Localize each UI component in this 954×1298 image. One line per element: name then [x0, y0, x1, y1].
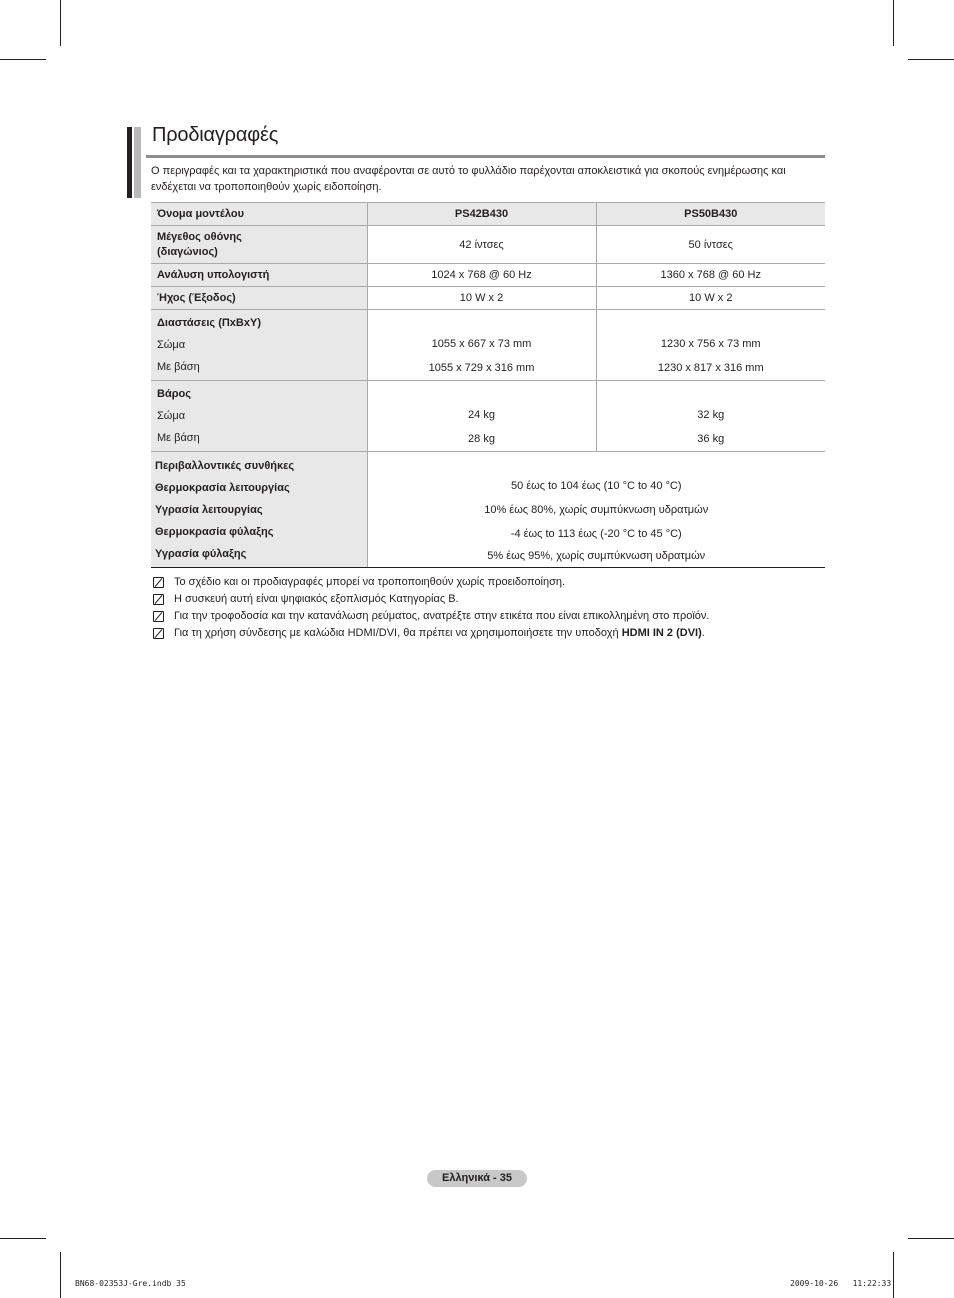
screen-size-col1: 42 ίντσες [367, 226, 596, 264]
dimensions-col1: 1055 x 667 x 73 mm 1055 x 729 x 316 mm [367, 310, 596, 381]
model-name-label: Όνομα μοντέλου [151, 203, 367, 226]
table-row [151, 381, 825, 452]
resolution-col1: 1024 x 768 @ 60 Hz [367, 264, 596, 287]
table-row [151, 287, 825, 310]
environment-label: Περιβαλλοντικές συνθήκες Θερμοκρασία λειτουργίας Υγρασία λειτουργίας Θερμοκρασία φύλαξης Υγρασία φύλαξης [151, 452, 367, 568]
list-item: Η συσκευή αυτή είναι ψηφιακός εξοπλισμός Κατηγορίας B. [153, 591, 709, 608]
sound-label: Ήχος (Έξοδος) [151, 287, 367, 310]
footer-file: BN68-02353J-Gre.indb 35 [75, 1279, 186, 1288]
resolution-col2: 1360 x 768 @ 60 Hz [596, 264, 825, 287]
crop-mark [60, 1252, 61, 1298]
table-row [151, 264, 825, 287]
footer-datetime: 2009-10-26 11:22:33 [790, 1279, 892, 1288]
crop-mark [893, 0, 894, 46]
crop-mark [0, 59, 46, 60]
crop-mark [0, 1238, 46, 1239]
dimensions-col2: 1230 x 756 x 73 mm 1230 x 817 x 316 mm [596, 310, 825, 381]
weight-label: Βάρος Σώμα Με βάση [151, 381, 367, 452]
section-marker [127, 127, 141, 198]
weight-col2: 32 kg 36 kg [596, 381, 825, 452]
table-row [151, 226, 825, 264]
model-col1: PS42B430 [367, 203, 596, 226]
spec-table [151, 202, 825, 568]
page-number-badge: Ελληνικά - 35 [427, 1170, 527, 1187]
note-icon [153, 594, 164, 605]
crop-mark [908, 1238, 954, 1239]
model-col2: PS50B430 [596, 203, 825, 226]
crop-mark [908, 59, 954, 60]
weight-col1: 24 kg 28 kg [367, 381, 596, 452]
note-icon [153, 611, 164, 622]
table-row [151, 310, 825, 381]
resolution-label: Ανάλυση υπολογιστή [151, 264, 367, 287]
dimensions-label: Διαστάσεις (ΠxΒxΥ) Σώμα Με βάση [151, 310, 367, 381]
note-icon [153, 628, 164, 639]
table-header-row [151, 203, 825, 226]
screen-size-label: Μέγεθος οθόνης (διαγώνιος) [151, 226, 367, 264]
notes-list [153, 574, 709, 642]
crop-mark [60, 0, 61, 46]
list-item: Για τη χρήση σύνδεσης με καλώδια HDMI/DVI, θα πρέπει να χρησιμοποιήσετε την υποδοχή HDMI IN 2 (DVI). [153, 625, 709, 642]
intro-paragraph: Ο περιγραφές και τα χαρακτηριστικά που αναφέρονται σε αυτό το φυλλάδιο παρέχονται αποκλειστικά για σκοπούς ενημέρωσης και ενδέχεται να τροποποιηθούν χωρίς ειδοποίηση. [151, 165, 786, 193]
screen-size-col2: 50 ίντσες [596, 226, 825, 264]
sound-col2: 10 W x 2 [596, 287, 825, 310]
note-icon [153, 577, 164, 588]
list-item: Για την τροφοδοσία και την κατανάλωση ρεύματος, ανατρέξτε στην ετικέτα που είναι επικολλημένη στο προϊόν. [153, 608, 709, 625]
environment-values: 50 έως to 104 έως (10 °C to 40 °C) 10% έως 80%, χωρίς συμπύκνωση υδρατμών -4 έως to 113 έως (-20 °C to 45 °C) 5% έως 95%, χωρίς συμπύκνωση υδρατμών [367, 452, 825, 568]
title-divider [146, 155, 825, 158]
page-title: Προδιαγραφές [152, 124, 279, 146]
sound-col1: 10 W x 2 [367, 287, 596, 310]
table-row [151, 452, 825, 568]
crop-mark [893, 1252, 894, 1298]
list-item: Το σχέδιο και οι προδιαγραφές μπορεί να τροποποιηθούν χωρίς προειδοποίηση. [153, 574, 709, 591]
